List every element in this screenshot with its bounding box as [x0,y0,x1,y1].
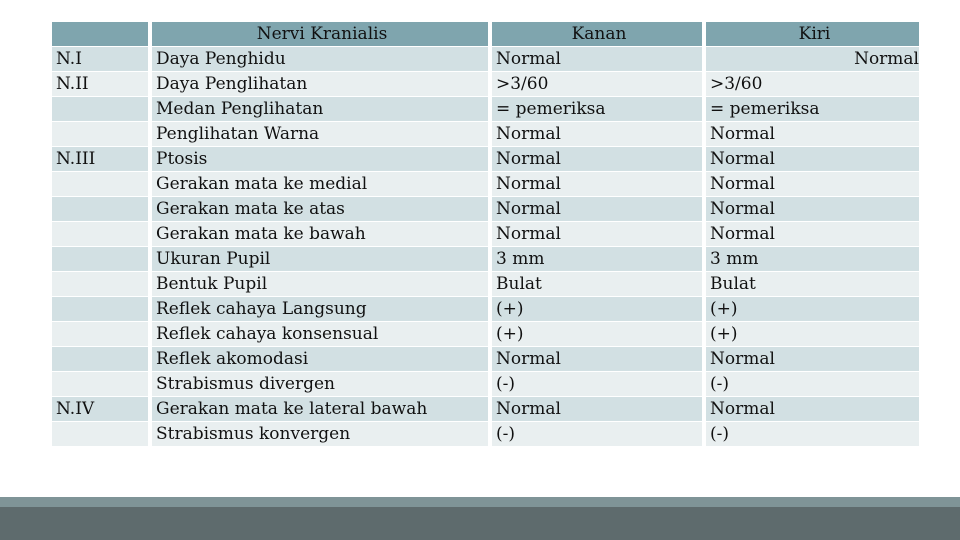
left-eye-cell: Normal [706,147,919,172]
left-eye-cell: (+) [706,322,919,347]
left-eye-cell: Normal [706,47,919,72]
exam-cell: Ukuran Pupil [152,247,488,272]
table-row [52,347,919,372]
nerve-cell [52,297,148,322]
exam-cell: Ptosis [152,147,488,172]
header-left: Kiri [706,22,919,47]
exam-cell: Gerakan mata ke bawah [152,222,488,247]
left-eye-cell: (-) [706,372,919,397]
right-eye-cell: (+) [492,297,702,322]
right-eye-cell: Normal [492,397,702,422]
left-eye-cell: Bulat [706,272,919,297]
exam-cell: Reflek cahaya konsensual [152,322,488,347]
nerve-cell [52,247,148,272]
table-row [52,272,919,297]
exam-cell: Daya Penghidu [152,47,488,72]
exam-cell: Medan Penglihatan [152,97,488,122]
left-eye-cell: Normal [706,122,919,147]
left-eye-cell: Normal [706,172,919,197]
nerve-cell [52,122,148,147]
left-eye-cell: 3 mm [706,247,919,272]
right-eye-cell: Normal [492,197,702,222]
nerve-cell: N.II [52,72,148,97]
exam-cell: Reflek akomodasi [152,347,488,372]
header-right: Kanan [492,22,702,47]
table-row [52,197,919,222]
table-row [52,397,919,422]
footer-band [0,507,960,540]
right-eye-cell: Normal [492,147,702,172]
nerve-cell [52,347,148,372]
exam-cell: Penglihatan Warna [152,122,488,147]
exam-cell: Strabismus divergen [152,372,488,397]
left-eye-cell: (+) [706,297,919,322]
left-eye-cell: Normal [706,347,919,372]
table-row [52,47,919,72]
nerve-cell [52,197,148,222]
nerve-cell [52,372,148,397]
nerve-cell [52,97,148,122]
nerve-cell [52,222,148,247]
table-row [52,147,919,172]
right-eye-cell: Normal [492,47,702,72]
table-row [52,372,919,397]
nerve-cell: N.III [52,147,148,172]
exam-cell: Bentuk Pupil [152,272,488,297]
table-row [52,322,919,347]
left-eye-cell: >3/60 [706,72,919,97]
table-row [52,422,919,447]
nerve-cell [52,322,148,347]
right-eye-cell: (-) [492,372,702,397]
right-eye-cell: Normal [492,347,702,372]
nerve-cell: N.IV [52,397,148,422]
exam-cell: Reflek cahaya Langsung [152,297,488,322]
right-eye-cell: = pemeriksa [492,97,702,122]
table-header-row [52,22,919,47]
exam-cell: Strabismus konvergen [152,422,488,447]
nerve-cell [52,272,148,297]
left-eye-cell: Normal [706,222,919,247]
left-eye-cell: (-) [706,422,919,447]
exam-cell: Daya Penglihatan [152,72,488,97]
right-eye-cell: 3 mm [492,247,702,272]
footer-band-accent [0,497,960,507]
cranial-nerve-table-container [52,22,919,447]
right-eye-cell: Normal [492,222,702,247]
left-eye-cell: = pemeriksa [706,97,919,122]
left-eye-cell: Normal [706,397,919,422]
exam-cell: Gerakan mata ke medial [152,172,488,197]
right-eye-cell: >3/60 [492,72,702,97]
table-row [52,222,919,247]
table-row [52,297,919,322]
header-exam: Nervi Kranialis [152,22,488,47]
exam-cell: Gerakan mata ke lateral bawah [152,397,488,422]
cranial-nerve-table [52,22,919,447]
exam-cell: Gerakan mata ke atas [152,197,488,222]
nerve-cell [52,172,148,197]
right-eye-cell: Bulat [492,272,702,297]
table-row [52,122,919,147]
right-eye-cell: (-) [492,422,702,447]
table-row [52,172,919,197]
header-nerve [52,22,148,47]
nerve-cell [52,422,148,447]
nerve-cell: N.I [52,47,148,72]
right-eye-cell: Normal [492,172,702,197]
right-eye-cell: (+) [492,322,702,347]
table-row [52,247,919,272]
left-eye-cell: Normal [706,197,919,222]
table-row [52,72,919,97]
table-row [52,97,919,122]
right-eye-cell: Normal [492,122,702,147]
table-body [52,47,919,447]
